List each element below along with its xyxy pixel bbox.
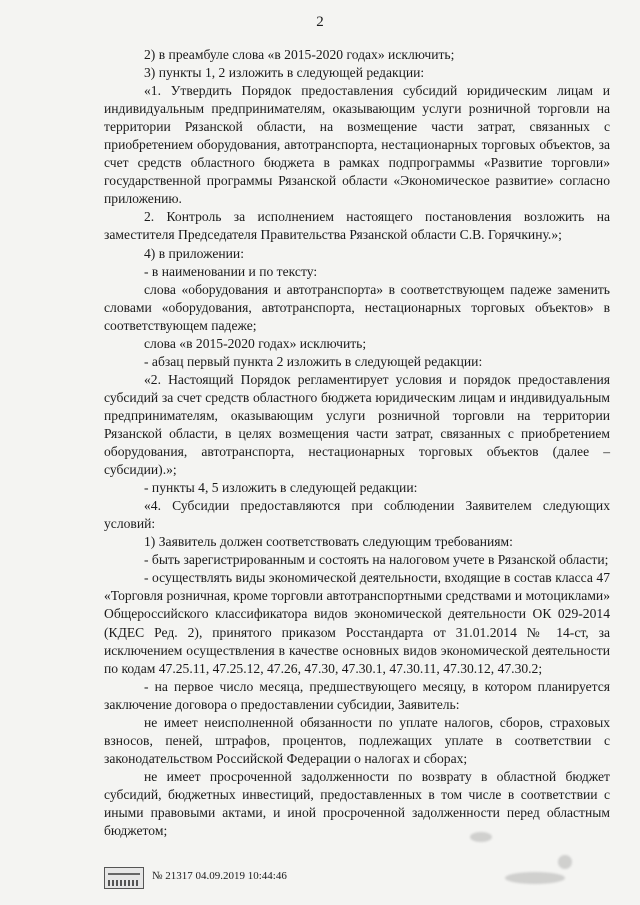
paragraph: - в наименовании и по тексту: [144, 263, 318, 279]
page-number: 2 [316, 14, 324, 30]
document-body [104, 46, 610, 840]
paragraph: слова «оборудования и автотранспорта» в соответствующем падеже заменить словами «оборудования, автотранспорта, нестационарных торговых объектов» в соответствующем падеже; [104, 281, 610, 333]
paragraph: - на первое число месяца, предшествующего месяцу, в котором планируется заключение договора о предоставлении субсидии, Заявитель: [104, 678, 610, 712]
paragraph: 1) Заявитель должен соответствовать следующим требованиям: [144, 534, 513, 550]
scan-smudge [558, 855, 572, 869]
paragraph: не имеет неисполненной обязанности по уплате налогов, сборов, страховых взносов, пеней, штрафов, процентов, подлежащих уплате в соответствии с законодательством Российской Федерации о налогах и сборах; [104, 714, 610, 766]
scan-smudge [505, 872, 565, 884]
paragraph: 4) в приложении: [144, 245, 244, 261]
registration-stamp-icon [104, 867, 144, 889]
scan-smudge [470, 832, 492, 842]
paragraph: - быть зарегистрированным и состоять на налоговом учете в Рязанской области; [144, 552, 609, 568]
paragraph: - абзац первый пункта 2 изложить в следующей редакции: [144, 353, 483, 369]
paragraph: 2) в преамбуле слова «в 2015-2020 годах» исключить; [144, 47, 455, 62]
paragraph: «2. Настоящий Порядок регламентирует условия и порядок предоставления субсидий за счет средств областного бюджета юридическим лицам и индивидуальным предпринимателям, оказывающим услуги розничной торговли на территории Рязанской области, в целях возмещения части затрат, связанных с приобретением оборудования, автотранспорта, нестационарных торговых объектов (далее – субсидии).»; [104, 371, 610, 478]
registration-number: № 21317 04.09.2019 10:44:46 [152, 870, 287, 882]
paragraph: 2. Контроль за исполнением настоящего постановления возложить на заместителя Председателя Правительства Рязанской области С.В. Горячкину.»; [104, 209, 610, 243]
paragraph: не имеет просроченной задолженности по возврату в областной бюджет субсидий, бюджетных инвестиций, предоставленных в том числе в соответствии с иными правовыми актами, и иной просроченной задолженности перед областным бюджетом; [104, 768, 610, 839]
paragraph: «4. Субсидии предоставляются при соблюдении Заявителем следующих условий: [104, 498, 610, 532]
paragraph: - пункты 4, 5 изложить в следующей редакции: [144, 480, 418, 496]
paragraph: 3) пункты 1, 2 изложить в следующей редакции: [144, 65, 425, 81]
paragraph: - осуществлять виды экономической деятельности, входящие в состав класса 47 «Торговля розничная, кроме торговли автотранспортными средствами и мотоциклами» Общероссийского классификатора видов экономической деятельности ОК 029-2014 (КДЕС Ред. 2), принятого приказом Росстандарта от 31.01.2014 № 14-ст, за исключением осуществления в качестве основных видов экономической деятельности по кодам 47.25.11, 47.25.12, 47.26, 47.30, 47.30.1, 47.30.11, 47.30.12, 47.30.2; [104, 570, 610, 676]
paragraph: «1. Утвердить Порядок предоставления субсидий юридическим лицам и индивидуальным предпринимателям, оказывающим услуги розничной торговли на территории Рязанской области, на возмещение части затрат, связанных с приобретением оборудования, автотранспорта, нестационарных торговых объектов, за счет средств областного бюджета в рамках подпрограммы «Развитие торговли» государственной программы Рязанской области «Экономическое развитие» согласно приложению. [104, 83, 610, 207]
paragraph: слова «в 2015-2020 годах» исключить; [144, 335, 367, 351]
